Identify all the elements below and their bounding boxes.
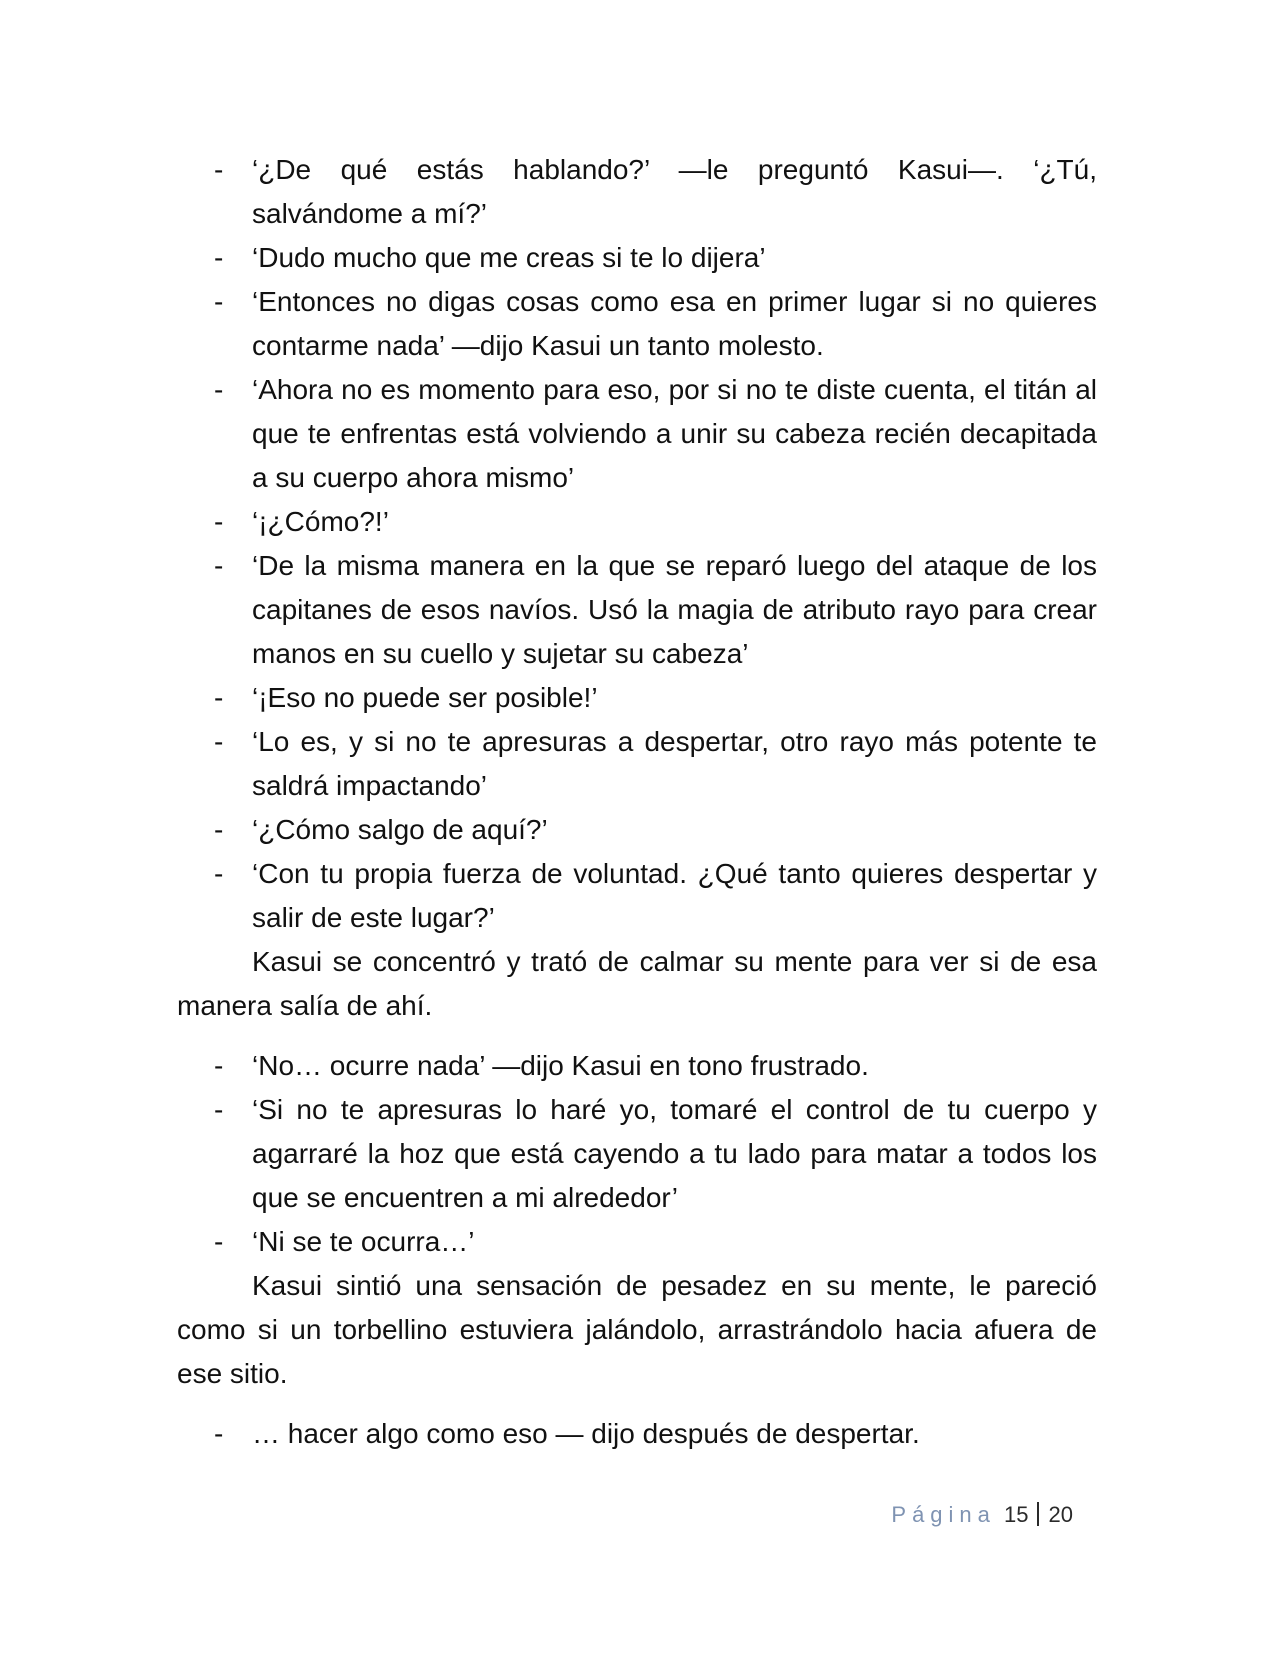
- dialogue-text: ‘Con tu propia fuerza de voluntad. ¿Qué tanto quieres despertar y salir de este lugar?’: [252, 858, 1097, 933]
- dialogue-text: … hacer algo como eso — dijo después de despertar.: [252, 1418, 920, 1449]
- dialogue-line: [177, 280, 1097, 368]
- dialogue-text: ‘Lo es, y si no te apresuras a despertar, otro rayo más potente te saldrá impactando’: [252, 726, 1097, 801]
- dialogue-line: [177, 1412, 1097, 1456]
- dialogue-dash: -: [214, 154, 224, 185]
- dialogue-dash: -: [214, 858, 224, 889]
- dialogue-dash: -: [214, 1094, 224, 1125]
- dialogue-text: ‘Dudo mucho que me creas si te lo dijera’: [252, 242, 766, 273]
- dialogue-dash: -: [214, 1050, 224, 1081]
- dialogue-line: [177, 500, 1097, 544]
- dialogue-dash: -: [214, 814, 224, 845]
- dialogue-line: [177, 1088, 1097, 1220]
- page-label: Página: [891, 1502, 996, 1527]
- dialogue-text: ‘Si no te apresuras lo haré yo, tomaré el control de tu cuerpo y agarraré la hoz que está cayendo a tu lado para matar a todos los que se encuentren a mi alrededor’: [252, 1094, 1097, 1213]
- dialogue-line: [177, 236, 1097, 280]
- dialogue-dash: -: [214, 1226, 224, 1257]
- page-footer: [891, 1500, 1073, 1530]
- page-separator: [1037, 1502, 1039, 1526]
- dialogue-line: [177, 1044, 1097, 1088]
- dialogue-line: [177, 368, 1097, 500]
- dialogue-dash: -: [214, 726, 224, 757]
- dialogue-text: ‘Ahora no es momento para eso, por si no te diste cuenta, el titán al que te enfrentas está volviendo a unir su cabeza recién decapitada a su cuerpo ahora mismo’: [252, 374, 1097, 493]
- dialogue-text: ‘¿De qué estás hablando?’ —le preguntó Kasui—. ‘¿Tú, salvándome a mí?’: [252, 154, 1097, 229]
- dialogue-dash: -: [214, 506, 224, 537]
- dialogue-dash: -: [214, 550, 224, 581]
- page-number: 15: [1004, 1502, 1029, 1527]
- dialogue-text: ‘Ni se te ocurra…’: [252, 1226, 475, 1257]
- page-body: [177, 148, 1097, 1456]
- dialogue-dash: -: [214, 1418, 224, 1449]
- dialogue-dash: -: [214, 286, 224, 317]
- dialogue-line: [177, 852, 1097, 940]
- dialogue-text: ‘¡¿Cómo?!’: [252, 506, 389, 537]
- narrative-paragraph: Kasui se concentró y trató de calmar su mente para ver si de esa manera salía de ahí.: [177, 946, 1097, 1021]
- dialogue-line: [177, 1220, 1097, 1264]
- dialogue-text: ‘No… ocurre nada’ —dijo Kasui en tono frustrado.: [252, 1050, 869, 1081]
- dialogue-line: [177, 544, 1097, 676]
- dialogue-text: ‘¡Eso no puede ser posible!’: [252, 682, 598, 713]
- dialogue-line: [177, 676, 1097, 720]
- dialogue-dash: -: [214, 242, 224, 273]
- dialogue-text: ‘Entonces no digas cosas como esa en primer lugar si no quieres contarme nada’ —dijo Kasui un tanto molesto.: [252, 286, 1097, 361]
- dialogue-dash: -: [214, 682, 224, 713]
- total-pages: 20: [1048, 1502, 1073, 1527]
- narrative-paragraph: Kasui sintió una sensación de pesadez en su mente, le pareció como si un torbellino estuviera jalándolo, arrastrándolo hacia afuera de ese sitio.: [177, 1270, 1097, 1389]
- dialogue-dash: -: [214, 374, 224, 405]
- dialogue-line: [177, 808, 1097, 852]
- dialogue-text: ‘De la misma manera en la que se reparó luego del ataque de los capitanes de esos navíos. Usó la magia de atributo rayo para crear manos en su cuello y sujetar su cabeza’: [252, 550, 1097, 669]
- dialogue-text: ‘¿Cómo salgo de aquí?’: [252, 814, 548, 845]
- dialogue-line: [177, 720, 1097, 808]
- dialogue-line: [177, 148, 1097, 236]
